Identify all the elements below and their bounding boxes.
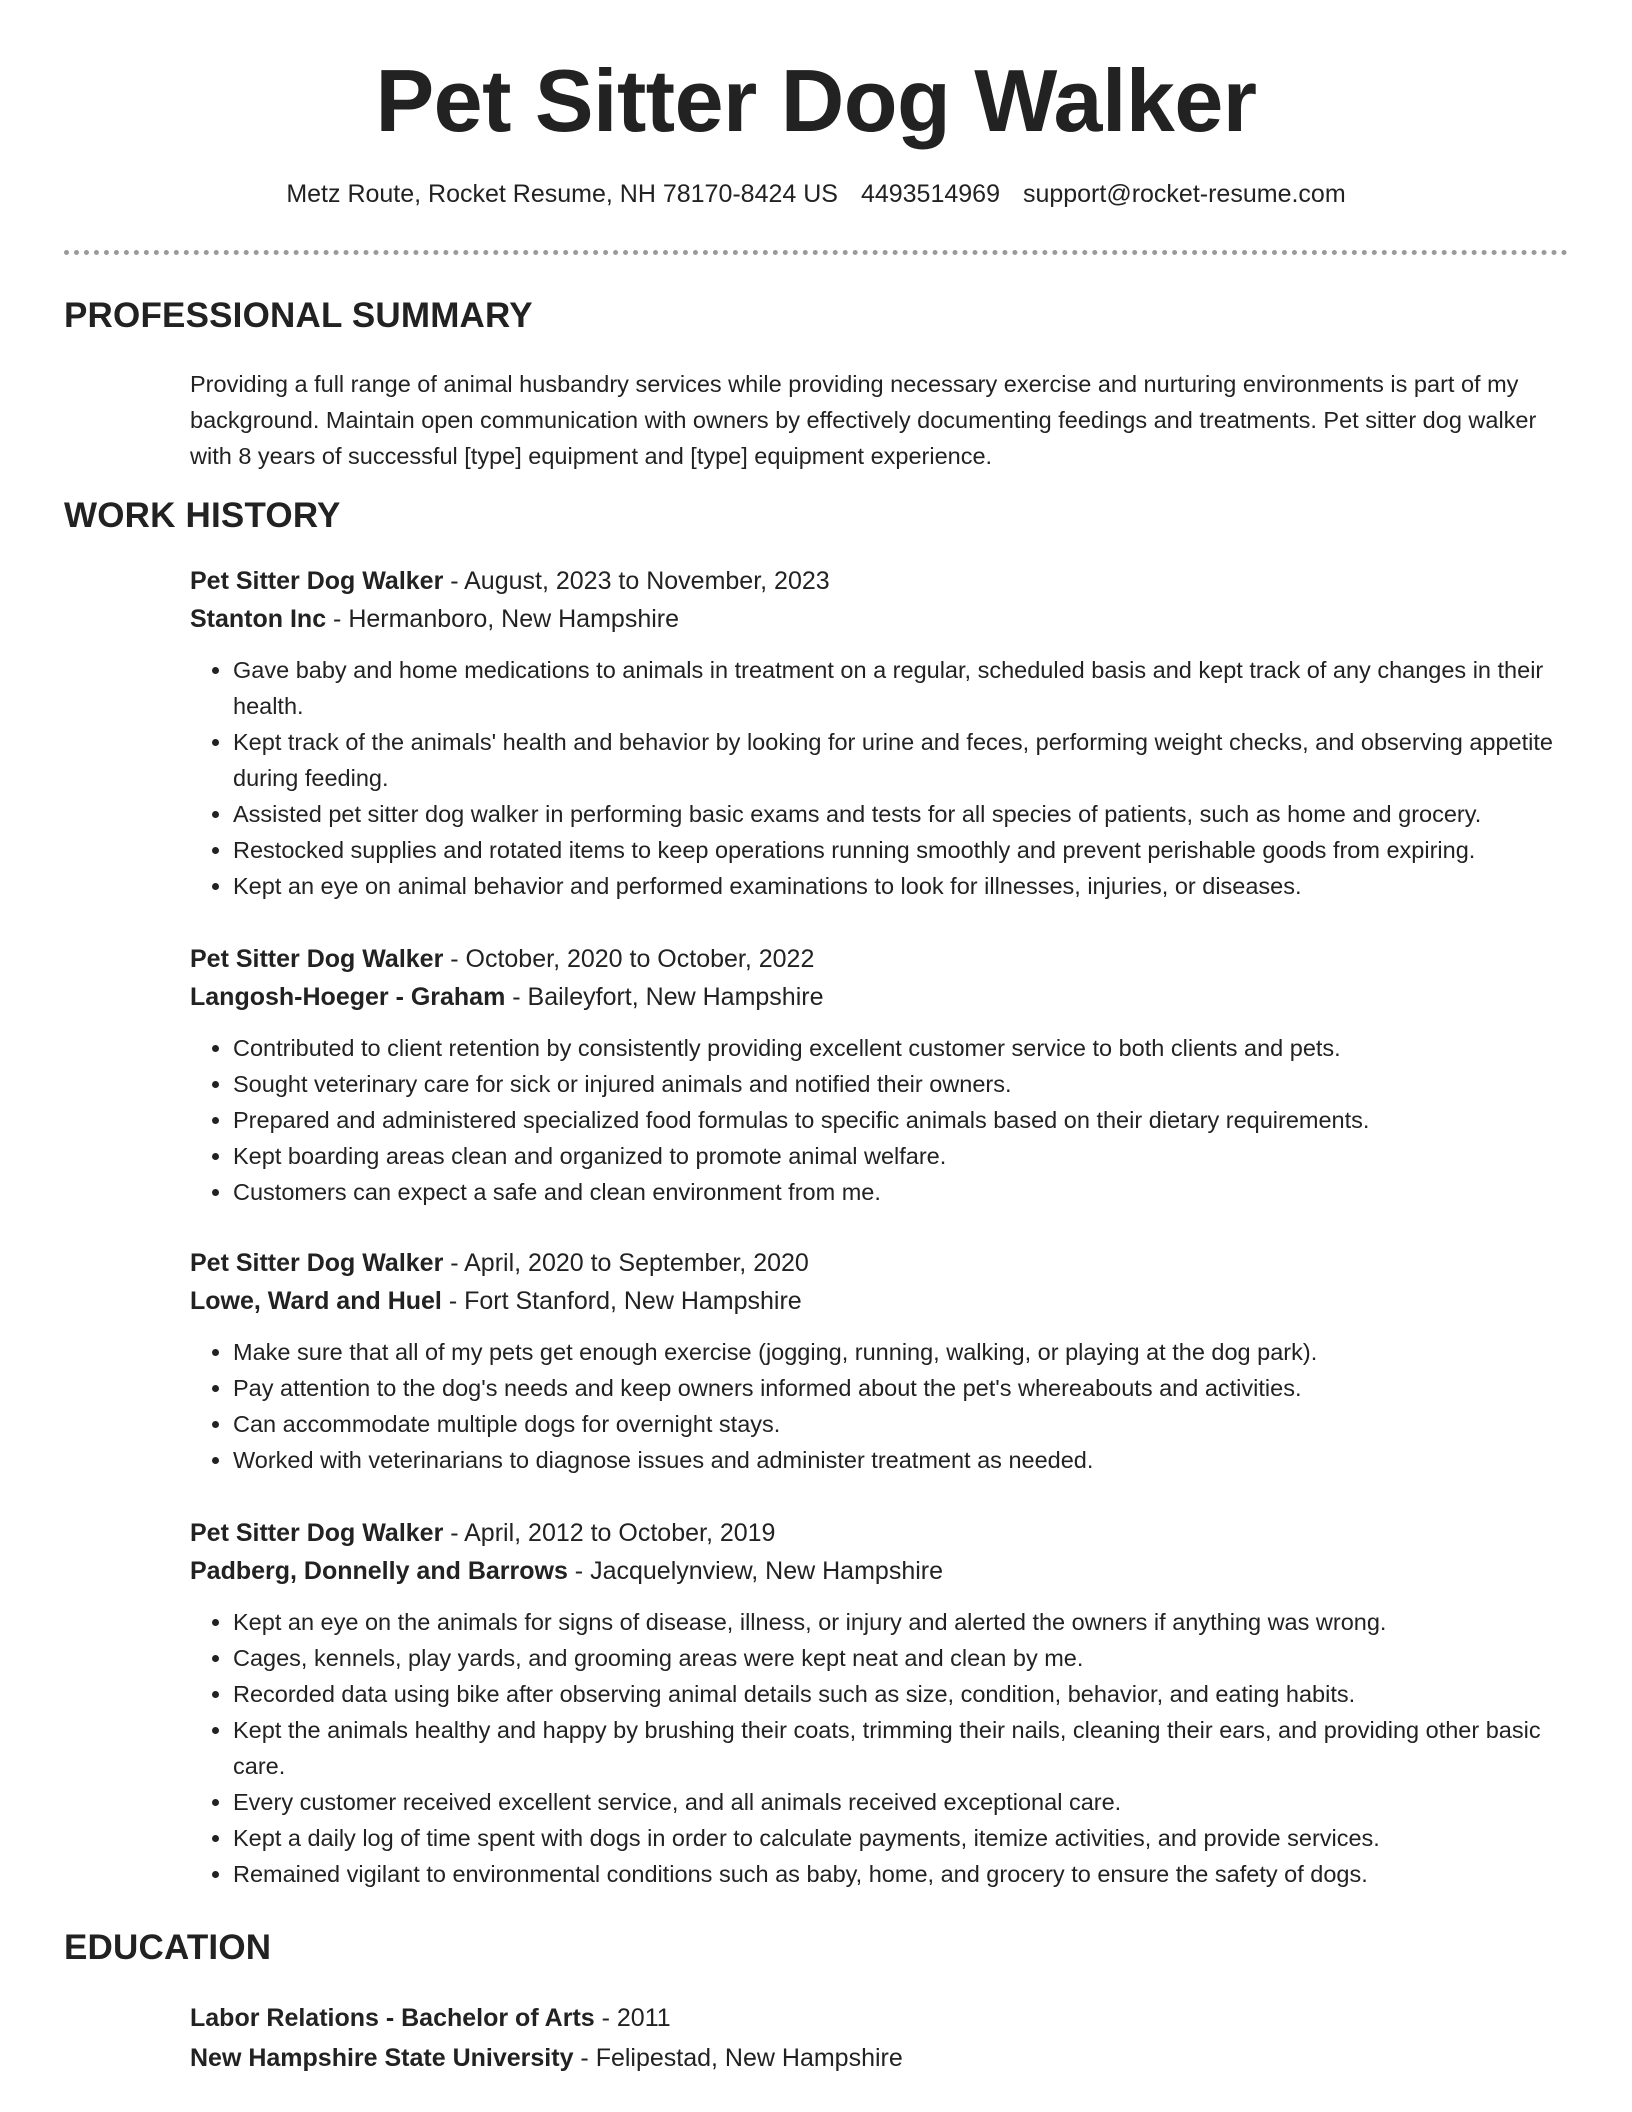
job-bullet: • Assisted pet sitter dog walker in performing basic exams and tests for all species of patients, such as home and grocery. bbox=[233, 796, 1570, 832]
job-bullets bbox=[190, 1604, 1570, 1892]
job-location: - Jacquelynview, New Hampshire bbox=[567, 1557, 944, 1585]
candidate-name: Pet Sitter Dog Walker bbox=[375, 51, 1257, 150]
job-entry bbox=[190, 1514, 1570, 1892]
job-bullet: • Kept a daily log of time spent with dogs in order to calculate payments, itemize activities, and provide services. bbox=[233, 1820, 1570, 1856]
job-bullet: • Cages, kennels, play yards, and grooming areas were kept neat and clean by me. bbox=[233, 1640, 1570, 1676]
job-bullet: • Remained vigilant to environmental conditions such as baby, home, and grocery to ensure the safety of dogs. bbox=[233, 1856, 1570, 1892]
summary-heading: PROFESSIONAL SUMMARY bbox=[64, 296, 533, 335]
job-company: Padberg, Donnelly and Barrows bbox=[190, 1557, 568, 1585]
job-position: Pet Sitter Dog Walker bbox=[190, 1249, 444, 1277]
job-dates: - August, 2023 to November, 2023 bbox=[443, 567, 830, 595]
job-company: Stanton Inc bbox=[190, 605, 327, 633]
job-bullet: • Sought veterinary care for sick or injured animals and notified their owners. bbox=[233, 1066, 1570, 1102]
job-company-line bbox=[190, 1552, 1570, 1590]
job-position: Pet Sitter Dog Walker bbox=[190, 1519, 444, 1547]
summary-text: Providing a full range of animal husbandry services while providing necessary exercise and nurturing environments is part of my background. Maintain open communication with owners by effectively documenting feedings and treatments. Pet sitter dog walker with 8 years of successful [type] equipment and [type] equipment experience. bbox=[190, 371, 1537, 469]
education-school-line bbox=[190, 2038, 1570, 2078]
job-bullet: • Kept the animals healthy and happy by brushing their coats, trimming their nails, cleaning their ears, and providing other basic care. bbox=[233, 1712, 1570, 1784]
contact-phone: 4493514969 bbox=[860, 180, 1000, 208]
contact-line bbox=[0, 180, 1632, 209]
job-entry bbox=[190, 562, 1570, 904]
job-bullet: • Pay attention to the dog's needs and keep owners informed about the pet's whereabouts and activities. bbox=[233, 1370, 1570, 1406]
job-location: - Fort Stanford, New Hampshire bbox=[441, 1287, 802, 1315]
job-dates: - April, 2012 to October, 2019 bbox=[443, 1519, 776, 1547]
education-heading: EDUCATION bbox=[64, 1928, 272, 1967]
work-history-heading: WORK HISTORY bbox=[64, 496, 341, 535]
job-company-line bbox=[190, 978, 1570, 1016]
education-degree: Labor Relations - Bachelor of Arts bbox=[190, 2004, 595, 2032]
job-bullet: • Restocked supplies and rotated items to keep operations running smoothly and prevent perishable goods from expiring. bbox=[233, 832, 1570, 868]
job-bullet: • Prepared and administered specialized food formulas to specific animals based on their dietary requirements. bbox=[233, 1102, 1570, 1138]
job-bullet: • Contributed to client retention by consistently providing excellent customer service to both clients and pets. bbox=[233, 1030, 1570, 1066]
job-bullet: • Kept an eye on animal behavior and performed examinations to look for illnesses, injuries, or diseases. bbox=[233, 868, 1570, 904]
job-entry bbox=[190, 1244, 1570, 1478]
job-bullet: • Worked with veterinarians to diagnose issues and administer treatment as needed. bbox=[233, 1442, 1570, 1478]
job-bullets bbox=[190, 1334, 1570, 1478]
job-bullet: • Every customer received excellent service, and all animals received exceptional care. bbox=[233, 1784, 1570, 1820]
job-title-line bbox=[190, 562, 1570, 600]
job-title-line bbox=[190, 940, 1570, 978]
job-dates: - October, 2020 to October, 2022 bbox=[443, 945, 815, 973]
job-company-line bbox=[190, 1282, 1570, 1320]
job-bullet: • Recorded data using bike after observing animal details such as size, condition, behavior, and eating habits. bbox=[233, 1676, 1570, 1712]
job-company: Langosh-Hoeger - Graham bbox=[190, 983, 506, 1011]
job-title-line bbox=[190, 1514, 1570, 1552]
header-divider bbox=[64, 250, 1568, 255]
education-degree-line bbox=[190, 1998, 1570, 2038]
job-location: - Baileyfort, New Hampshire bbox=[505, 983, 824, 1011]
job-bullet: • Kept track of the animals' health and behavior by looking for urine and feces, performing weight checks, and observing appetite during feeding. bbox=[233, 724, 1570, 796]
education-year: - 2011 bbox=[594, 2004, 671, 2032]
job-bullets bbox=[190, 652, 1570, 904]
job-bullet: • Kept an eye on the animals for signs of disease, illness, or injury and alerted the owners if anything was wrong. bbox=[233, 1604, 1570, 1640]
job-entry bbox=[190, 940, 1570, 1210]
job-position: Pet Sitter Dog Walker bbox=[190, 945, 444, 973]
job-bullet: • Make sure that all of my pets get enough exercise (jogging, running, walking, or playing at the dog park). bbox=[233, 1334, 1570, 1370]
job-title-line bbox=[190, 1244, 1570, 1282]
job-bullet: • Customers can expect a safe and clean environment from me. bbox=[233, 1174, 1570, 1210]
job-bullet: • Kept boarding areas clean and organized to promote animal welfare. bbox=[233, 1138, 1570, 1174]
education-school: New Hampshire State University bbox=[190, 2044, 574, 2072]
job-bullets bbox=[190, 1030, 1570, 1210]
job-bullet: • Can accommodate multiple dogs for overnight stays. bbox=[233, 1406, 1570, 1442]
education-location: - Felipestad, New Hampshire bbox=[573, 2044, 903, 2072]
job-bullet: • Gave baby and home medications to animals in treatment on a regular, scheduled basis and kept track of any changes in their health. bbox=[233, 652, 1570, 724]
job-company-line bbox=[190, 600, 1570, 638]
education-entry bbox=[190, 1998, 1570, 2078]
job-dates: - April, 2020 to September, 2020 bbox=[443, 1249, 809, 1277]
contact-address: Metz Route, Rocket Resume, NH 78170-8424 US bbox=[286, 180, 838, 208]
job-company: Lowe, Ward and Huel bbox=[190, 1287, 442, 1315]
contact-email: support@rocket-resume.com bbox=[1022, 180, 1346, 208]
job-location: - Hermanboro, New Hampshire bbox=[326, 605, 680, 633]
job-position: Pet Sitter Dog Walker bbox=[190, 567, 444, 595]
